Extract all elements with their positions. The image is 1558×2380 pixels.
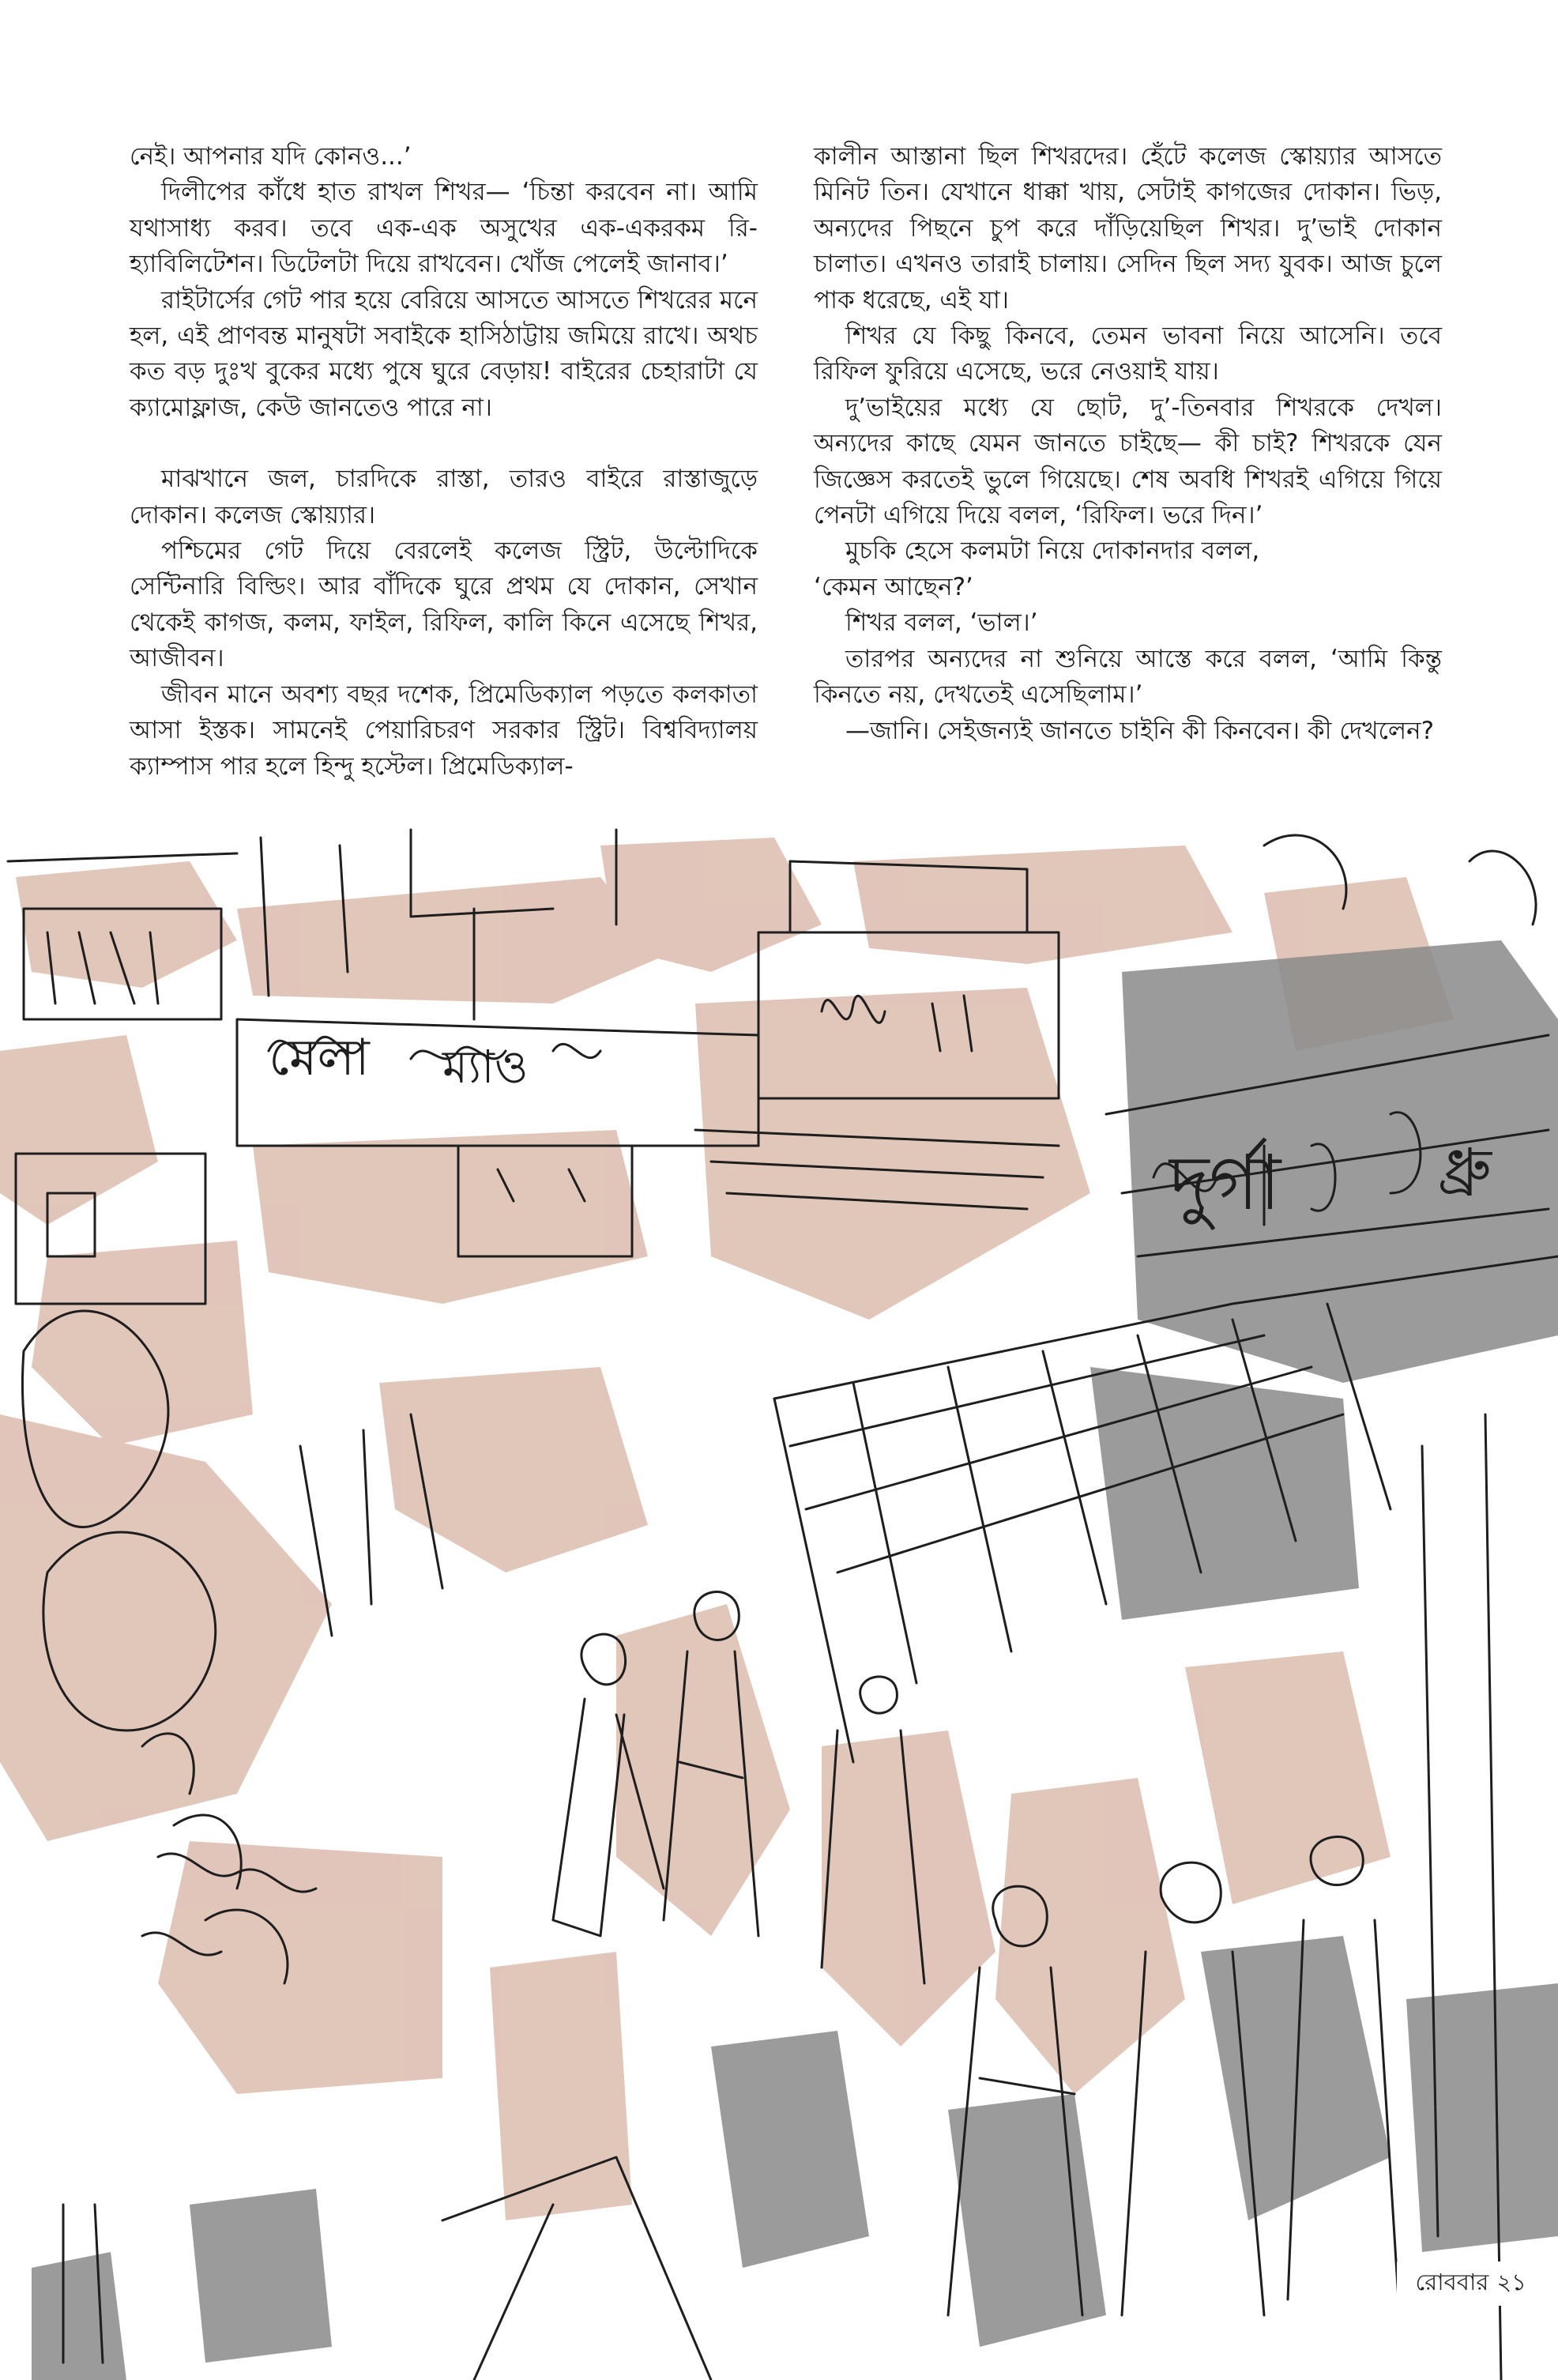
article-column-right (814, 139, 1442, 749)
paragraph: জীবন মানে অবশ্য বছর দশেক, প্রিমেডিক্যাল পড়তে কলকাতা আসা ইস্তক। সামনেই পেয়ারিচরণ সরকার স্ট্রিট। বিশ্ববিদ্যালয় ক্যাম্পাস পার হলে হিন্দু হস্টেল। প্রিমেডিক্যাল- (130, 680, 758, 781)
magazine-name: রোববার (1415, 2268, 1489, 2295)
paragraph: মুচকি হেসে কলমটা নিয়ে দোকানদার বলল, (845, 537, 1260, 566)
paragraph: দু’ভাইয়ের মধ্যে যে ছোট, দু’-তিনবার শিখরকে দেখল। অন্যদের কাছে যেমন জানতে চাইছে— কী চাই? শিখরকে যেন জিজ্ঞেস করতেই ভুলে গিয়েছে। শেষ অবধি শিখরই এগিয়ে গিয়ে পেনটা এগিয়ে দিয়ে বলল, ‘রিফিল। ভরে দিন।’ (814, 393, 1442, 530)
paragraph: দিলীপের কাঁধে হাত রাখল শিখর— ‘চিন্তা করবেন না। আমি যথাসাধ্য করব। তবে এক-এক অসুখের এক-একরকম রি-হ্যাবিলিটেশন। ডিটেলটা দিয়ে রাখবেন। খোঁজ পেলেই জানাব।’ (130, 178, 758, 279)
paragraph: পশ্চিমের গেট দিয়ে বেরলেই কলেজ স্ট্রিট, উল্টোদিকে সেন্টিনারি বিল্ডিং। আর বাঁদিকে ঘুরে প্রথম যে দোকান, সেখান থেকেই কাগজ, কলম, ফাইল, রিফিল, কালি কিনে এসেছে শিখর, আজীবন। (130, 537, 758, 673)
sign-text: ধ্রু (1438, 1135, 1492, 1208)
paragraph: কালীন আস্তানা ছিল শিখরদের। হেঁটে কলেজ স্কোয়্যার আসতে মিনিট তিন। যেখানে ধাক্কা খায়, সেটাই কাগজের দোকান। ভিড়, অন্যদের পিছনে চুপ করে দাঁড়িয়েছিল শিখর। দু’ভাই দোকান চালাত। এখনও তারাই চালায়। সেদিন ছিল সদ্য যুবক। আজ চুলে পাক ধরেছে, এই যা। (814, 142, 1442, 314)
paragraph: মাঝখানে জল, চারদিকে রাস্তা, তারও বাইরে রাস্তাজুড়ে দোকান। কলেজ স্কোয়্যার। (130, 465, 758, 529)
paragraph: নেই। আপনার যদি কোনও...’ (130, 142, 412, 171)
sign-text: মেলা (269, 1029, 370, 1087)
paragraph: রাইটার্সের গেট পার হয়ে বেরিয়ে আসতে আসতে শিখরের মনে হল, এই প্রাণবন্ত মানুষটা সবাইকে হাসিঠাট্টায় জমিয়ে রাখে। অথচ কত বড় দুঃখ বুকের মধ্যে পুষে ঘুরে বেড়ায়! বাইরের চেহারাটা যে ক্যামোফ্লাজ, কেউ জানতেও পারে না। (130, 285, 758, 422)
street-scene-illustration (0, 814, 1558, 2380)
paragraph: শিখর যে কিছু কিনবে, তেমন ভাবনা নিয়ে আসেনি। তবে রিফিল ফুরিয়ে এসেছে, ভরে নেওয়াই যায়। (814, 322, 1442, 386)
page-footer (1397, 2261, 1558, 2306)
paragraph: শিখর বলল, ‘ভাল।’ (845, 608, 1038, 638)
sign-text: দুর্গা (1169, 1139, 1281, 1227)
paragraph: তারপর অন্যদের না শুনিয়ে আস্তে করে বলল, ‘আমি কিন্তু কিনতে নয়, দেখতেই এসেছিলাম।’ (814, 644, 1442, 710)
sign-text: ম্যাও (442, 1040, 529, 1094)
paragraph: ‘কেমন আছেন?’ (814, 572, 973, 601)
paragraph: —জানি। সেইজন্যই জানতে চাইনি কী কিনবেন। কী দেখলেন? (845, 716, 1435, 745)
page-number: ২১ (1496, 2268, 1526, 2295)
article-column-left (130, 139, 758, 785)
